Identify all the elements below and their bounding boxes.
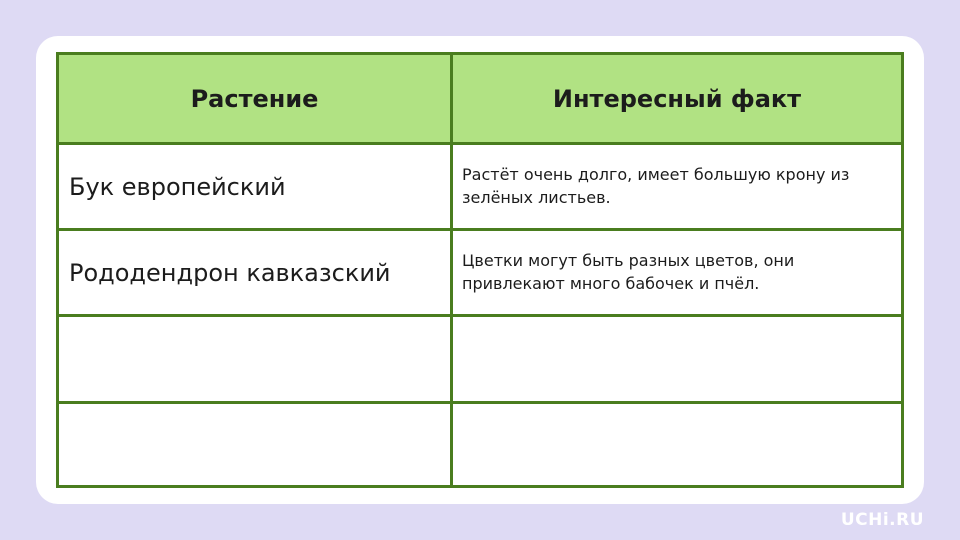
- fact-text: Цветки могут быть разных цветов, они привлекают много бабочек и пчёл.: [462, 251, 795, 293]
- table-row: [59, 317, 901, 401]
- plant-name: Рододендрон кавказский: [69, 258, 391, 287]
- fact-cell[interactable]: [453, 317, 901, 401]
- table-row: [59, 404, 901, 485]
- header-cell-plant: [59, 55, 450, 142]
- plant-cell[interactable]: [59, 404, 450, 485]
- plant-cell[interactable]: [59, 317, 450, 401]
- fact-cell[interactable]: [453, 231, 901, 314]
- table-row: [59, 231, 901, 314]
- plant-name: Бук европейский: [69, 172, 286, 201]
- fact-cell[interactable]: [453, 145, 901, 228]
- uchi-logo: UCHi.RU: [840, 510, 924, 530]
- table-header-row: [59, 55, 901, 142]
- plants-table: [56, 52, 904, 488]
- fact-cell[interactable]: [453, 404, 901, 485]
- column-divider: [450, 55, 453, 485]
- table-row: [59, 145, 901, 228]
- fact-text: [453, 317, 474, 335]
- header-cell-fact: [453, 55, 901, 142]
- fact-text: [453, 404, 474, 422]
- fact-text: Растёт очень долго, имеет большую крону из зелёных листьев.: [462, 165, 850, 207]
- plant-cell[interactable]: [59, 145, 450, 228]
- plant-cell[interactable]: [59, 231, 450, 314]
- header-fact-label: Интересный факт: [552, 84, 802, 113]
- header-plant-label: Растение: [190, 84, 319, 113]
